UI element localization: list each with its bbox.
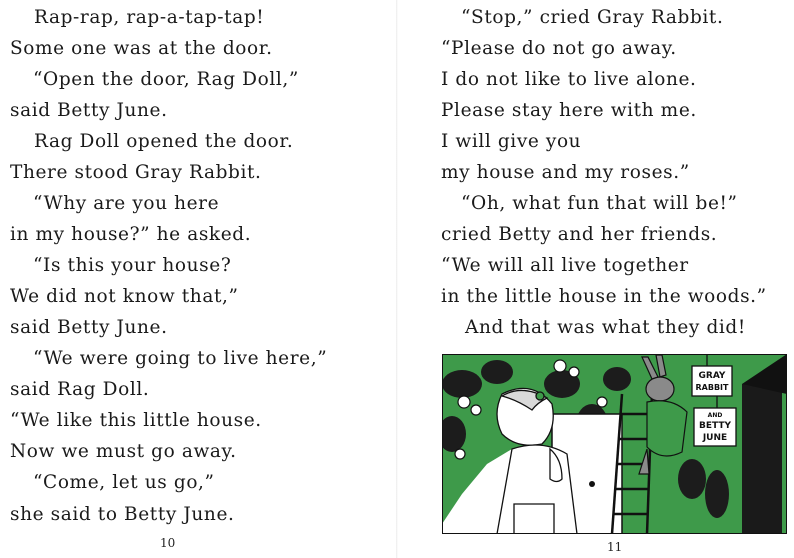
- story-illustration: [442, 354, 787, 534]
- svg-text:BETTY: BETTY: [698, 421, 732, 431]
- svg-text:GRAY: GRAY: [698, 371, 726, 381]
- text-line: Rap-rap, rap-a-tap-tap!: [34, 7, 265, 28]
- svg-text:AND: AND: [707, 412, 723, 419]
- text-line: said Betty June.: [10, 317, 168, 338]
- text-line: Some one was at the door.: [10, 38, 273, 59]
- text-line: Rag Doll opened the door.: [34, 131, 294, 152]
- text-line: There stood Gray Rabbit.: [10, 162, 262, 183]
- text-line: “Is this your house?: [33, 255, 232, 276]
- text-line: “Oh, what fun that will be!”: [461, 193, 738, 214]
- text-line: in the little house in the woods.”: [441, 286, 767, 307]
- text-line: “We will all live together: [441, 255, 689, 276]
- text-line: she said to Betty June.: [10, 504, 235, 525]
- text-line: “Come, let us go,”: [33, 472, 215, 493]
- page-number: 10: [160, 536, 176, 550]
- svg-text:JUNE: JUNE: [702, 433, 728, 443]
- text-line: my house and my roses.”: [441, 162, 690, 183]
- text-line: “Stop,” cried Gray Rabbit.: [461, 7, 724, 28]
- text-line: Please stay here with me.: [441, 100, 697, 121]
- tree-trunk: [742, 384, 782, 534]
- text-line: Now we must go away.: [10, 441, 237, 462]
- svg-text:RABBIT: RABBIT: [695, 383, 729, 392]
- text-line: “Please do not go away.: [441, 38, 677, 59]
- text-line: said Betty June.: [10, 100, 168, 121]
- text-line: said Rag Doll.: [10, 379, 150, 400]
- text-line: “Why are you here: [33, 193, 220, 214]
- text-line: “We like this little house.: [10, 410, 262, 431]
- text-line: cried Betty and her friends.: [441, 224, 718, 245]
- page-number: 11: [607, 540, 623, 554]
- text-line: in my house?” he asked.: [10, 224, 252, 245]
- text-line: I will give you: [441, 131, 582, 152]
- text-line: We did not know that,”: [10, 286, 239, 307]
- text-line: “Open the door, Rag Doll,”: [33, 69, 299, 90]
- text-line: “We were going to live here,”: [33, 348, 328, 369]
- text-line: And that was what they did!: [465, 317, 746, 338]
- text-line: I do not like to live alone.: [441, 69, 697, 90]
